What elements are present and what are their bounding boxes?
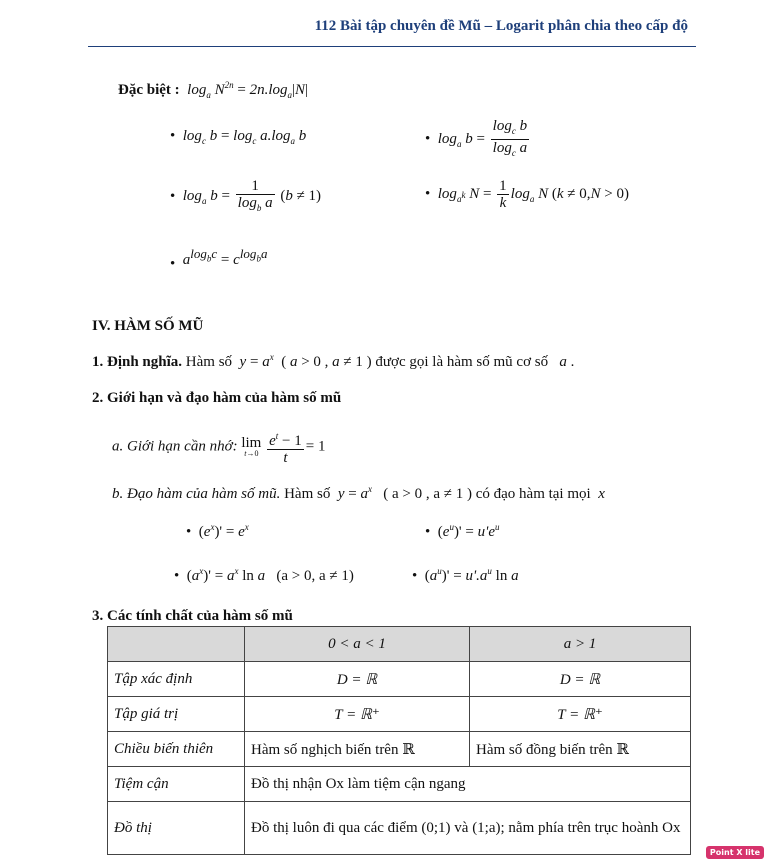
special-formula [118,80,308,100]
formula-derivative-ax: • $(a^x)' = a^x$ ln a (a > 0, a ≠ 1) [174,566,354,584]
formula-log-power-base: • $\log_{a^k} N$ = $\frac{1}{k}$ $\log_a N$ (k ≠ 0,N > 0) [425,178,629,211]
table-cell: D = ℝ [470,662,691,697]
row-label: Đồ thị [108,802,245,855]
table-header-row [108,627,691,662]
limit-label: a. Giới hạn cần nhớ: [112,438,238,455]
table-row [108,662,691,697]
table-row [108,767,691,802]
formula-derivative-eu: • $(e^u)' = u'e^u$ [425,522,500,540]
header-rule [88,46,696,47]
table-header-cell [108,627,245,662]
limits-derivative-title: 2. Giới hạn và đạo hàm của hàm số mũ [92,390,342,406]
derivative-intro-line: b. Đạo hàm của hàm số mũ. Hàm số $y = a^x$ ( a > 0 , a ≠ 1 ) có đạo hàm tại mọi x [112,484,605,502]
table-cell: T = ℝ⁺ [245,697,470,732]
table-row [108,697,691,732]
row-label: Tập giá trị [108,697,245,732]
table-row [108,802,691,855]
table-header-cell: a > 1 [470,627,691,662]
definition-line: 1. Định nghĩa. Hàm số $y = a^x$ ( a > 0 , a ≠ 1 ) được gọi là hàm số mũ cơ số a . [92,352,575,370]
properties-table [107,626,691,855]
formula-log-even-power: $\log_a N^{2n} = 2n.\log_a|N|$ [183,80,309,100]
limit-line: a. Giới hạn cần nhớ: lim t→0 $\frac{e^t - 1}{t}$ = 1 [112,428,325,466]
table-row [108,732,691,767]
definition-text-2: được gọi là hàm số mũ cơ số [375,354,549,370]
table-cell: Đồ thị nhận Ox làm tiệm cận ngang [245,767,691,802]
derivative-text-1: Hàm số [284,486,331,502]
row-label: Tập xác định [108,662,245,697]
derivative-condition: ( a > 0 , a ≠ 1 ) [383,486,472,502]
formula-exponent-swap: • $a^{log_bc} = c^{log_ba}$ [170,246,268,272]
table-cell: Hàm số đồng biến trên ℝ [470,732,691,767]
formula-change-base-quotient: • $\log_a b$ = $\frac{\log_c b}{\log_c a}$ [425,118,528,158]
formula-derivative-ex: • $(e^x)' = e^x$ [186,522,249,540]
special-label: Đặc biệt : [118,82,180,98]
derivative-ax-condition: (a > 0, a ≠ 1) [276,568,354,584]
watermark-badge: Point X lite [706,846,764,859]
page-header-title: 112 Bài tập chuyên đề Mũ – Logarit phân chia theo cấp độ [314,18,688,34]
formula-derivative-au: • $(a^u)' = u'.a^u$ ln a [412,566,519,584]
derivative-label: b. Đạo hàm của hàm số mũ. [112,486,281,502]
section-title-exponential-function: IV. HÀM SỐ MŨ [92,318,204,334]
properties-title: 3. Các tính chất của hàm số mũ [92,608,293,624]
formula-reciprocal-log: • $\log_a b$ = $\frac{1}{\log_b a}$ (b ≠ 1) [170,178,322,213]
table-cell: T = ℝ⁺ [470,697,691,732]
table-header-cell: 0 < a < 1 [245,627,470,662]
table-cell: Đồ thị luôn đi qua các điểm (0;1) và (1;a); nằm phía trên trục hoành Ox [245,802,691,855]
table-cell: Hàm số nghịch biến trên ℝ [245,732,470,767]
table-cell: D = ℝ [245,662,470,697]
row-label: Tiệm cận [108,767,245,802]
definition-text-1: Hàm số [185,354,233,370]
formula-change-base-product: • $\log_c b = \log_c a.\log_a$ b [170,128,307,146]
definition-label: 1. Định nghĩa. [92,354,183,370]
row-label: Chiều biến thiên [108,732,245,767]
derivative-text-2: có đạo hàm tại mọi [475,486,591,502]
